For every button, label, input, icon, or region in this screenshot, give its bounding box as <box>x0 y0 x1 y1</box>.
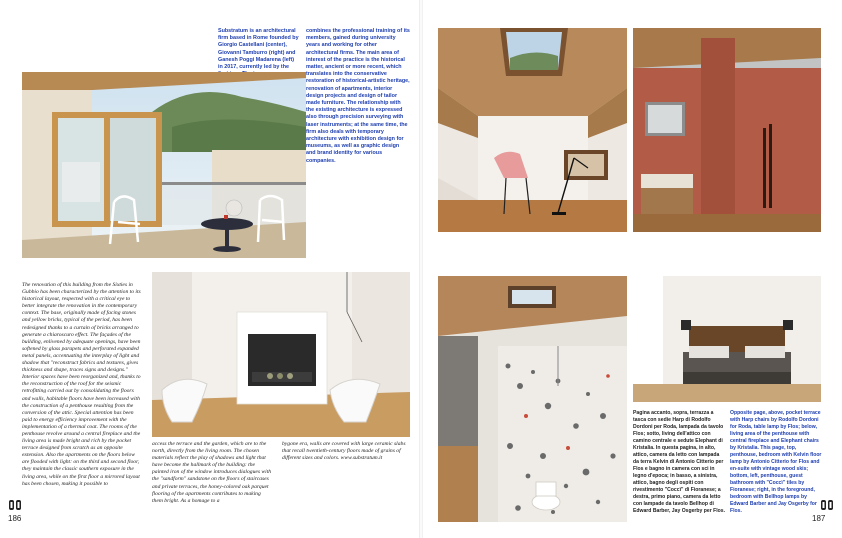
body-paragraph-1: The renovation of this building from the Sixties in Gubbio has been characterized by the attention to its historical layout, respected with a critical eye to better integrate the renovation in the contemporary context. The base, originally made of facing stones and yellow bricks, typical of the period, has been redesigned thanks to a curtain of bricks arranged to generate a chiaroscuro effect. The façades of the building, enlivened by adequate openings, have been softened by glass parapets and perforated expanded metal panels, accentuating the interplay of light and shadow that "reconstruct fabrics and textures, gives thickness and shape, traces signs and designs." Interior spaces have been reorganized and, thanks to the reconstruction of the roof for the seismic retrofitting carried out by consolidating the floors and walls, habitable floors have been increased with the construction of a penthouse resulting from the conversion of the attic. Special attention has been paid to energy efficiency improvement with the implementation of a thermal coat. The rooms of the penthouse revolve around a central fireplace and the living area is made bright and rich by the pocket terrace designed from scratch as an opposite extension. Also the apartments on the floors below are flooded with light: on the third and second floor, they maintain the classic southern exposure in the living area, while on the first floor a mirrored layout has been chosen, making it possible to <box>22 282 141 487</box>
intro-text-col2 <box>306 28 410 165</box>
caption-italian <box>633 410 725 515</box>
attic-bedroom-photo <box>438 28 627 232</box>
page-number-right: 187 <box>812 514 826 523</box>
body-paragraph-3: bygone era, walls are covered with large ceramic slabs that recall twentieth-century floors made of grains of different sizes and colors. www.substratum.it <box>282 441 406 462</box>
body-text-col2 <box>152 441 272 505</box>
living-fireplace-photo <box>152 272 410 437</box>
page-number-left: 186 <box>8 514 22 523</box>
body-text-col3 <box>282 441 410 462</box>
body-text-col1 <box>22 282 142 488</box>
ensuite-photo <box>633 28 821 232</box>
terrace-photo <box>22 72 306 258</box>
caption-english-text: Opposite page, above, pocket terrace with Harp chairs by Rodolfo Dordoni for Roda, table lamp by Flos; below, living area of the penthouse with central fireplace and Elephant chairs by Kristalia. This page, top, penthouse, bedroom with Kelvin floor lamp by Antonio Citterio for Flos and en-suite with vintage wood skis; bottom, left, penthouse, guest bathroom with "Coccì" tiles by Fioranese; right, in the foreground, bedroom with Bellhop lamps by Edward Barber and Jay Osgerby for Flos. <box>730 410 822 514</box>
caption-italian-text: Pagina accanto, sopra, terrazza a tasca con sedie Harp di Rodolfo Dordoni per Roda, lampada da tavolo Flos; sotto, living dell'attico con camino centrale e sedute Elephant di Kristalia. In questa pagina, in alto, attico, camera da letto con lampada da terra Kelvin di Antonio Citterio per Flos e bagno in camera con sci in legno d'epoca; in basso, a sinistra, attico, bagno degli ospiti con rivestimento "Coccì" di Fioranese; a destra, primo piano, camera da letto con lampade da tavolo Bellhop di Edward Barber, Jay Osgerby per Flos. <box>633 410 726 514</box>
caption-english <box>730 410 822 515</box>
bedroom-photo <box>633 276 821 402</box>
guest-bathroom-photo <box>438 276 627 522</box>
intro-text-col1 <box>218 28 300 78</box>
intro-paragraph-2: combines the professional training of its members, gained during university years and working for other architectural firms. The main area of interest of the practice is the historical matter, ancient or more recent, which translates into the conservative restoration of historical-artistic heritage, renovation of apartments, interior design projects and design of tailor made furniture. The relationship with the existing architecture is expressed also through precision surveying with laser instruments; at the same time, the firm also deals with temporary architecture with exhibition design for museums, as well as graphic design and brand identity for various companies. <box>306 28 410 164</box>
body-paragraph-2: access the terrace and the garden, which are to the north, directly from the living room. The chosen materials reflect the play of shadows and light that have become the hallmark of the building: the painted iron of the window introduces dialogues with the "sandform" sandstone on the floors of staircases and private terraces, the honey-colored oak parquet flooring of the apartments contributes to making them bright. As a homage to a <box>152 441 272 504</box>
page-gutter <box>419 0 423 538</box>
intro-paragraph-1: Substratum is an architectural firm based in Rome founded by Giorgio Castellani (center), Giovanni Tamburro (right) and Ganesh Poggi Madarena (left) in 2017, currently led by the <box>218 28 299 71</box>
